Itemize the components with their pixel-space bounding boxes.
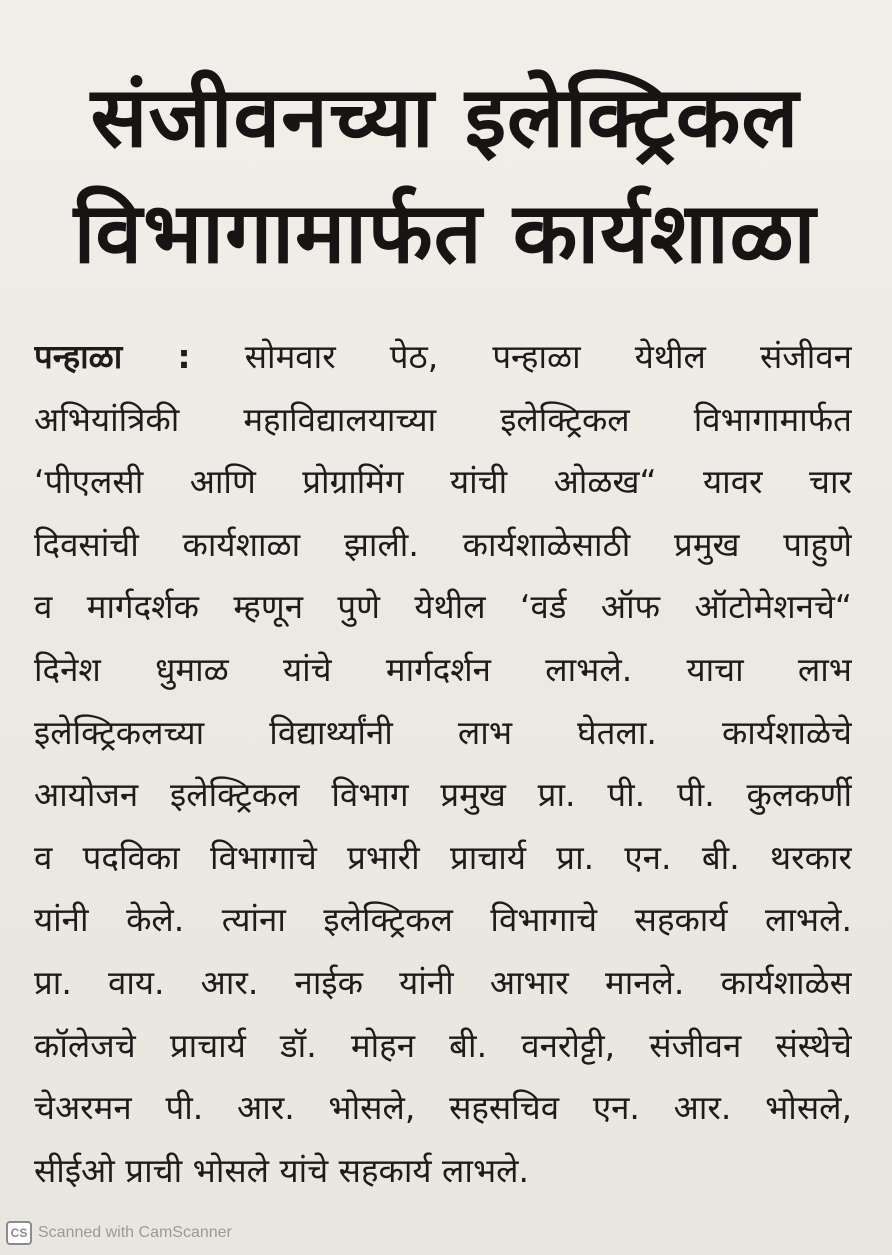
- camscanner-text: Scanned with CamScanner: [38, 1224, 232, 1241]
- article-line: [34, 326, 852, 389]
- article-line: अभियांत्रिकी महाविद्यालयाच्या इलेक्ट्रिकल विभागामार्फत: [34, 399, 852, 439]
- article-line: दिनेश धुमाळ यांचे मार्गदर्शन लाभले. याचा लाभ: [34, 649, 852, 689]
- article-line: इलेक्ट्रिकलच्या विद्यार्थ्यांनी लाभ घेतला. कार्यशाळेचे: [34, 712, 852, 752]
- article-line: प्रा. वाय. आर. नाईक यांनी आभार मानले. कार्यशाळेस: [34, 962, 852, 1002]
- article-body: [34, 326, 852, 1202]
- article-line: चेअरमन पी. आर. भोसले, सहसचिव एन. आर. भोसले,: [34, 1088, 852, 1128]
- article-line: व मार्गदर्शक म्हणून पुणे येथील ‘वर्ड ऑफ ऑटोमेशनचे“: [34, 587, 852, 627]
- dateline: पन्हाळा :: [34, 337, 191, 376]
- article-line: दिवसांची कार्यशाळा झाली. कार्यशाळेसाठी प्रमुख पाहुणे: [34, 524, 852, 564]
- headline-line-2: विभागामार्फत कार्यशाळा: [73, 184, 817, 282]
- article-line: कॉलेजचे प्राचार्य डॉ. मोहन बी. वनरोट्टी, संजीवन संस्थेचे: [34, 1025, 852, 1065]
- camscanner-logo-icon: CS: [6, 1221, 32, 1245]
- article-line: व पदविका विभागाचे प्रभारी प्राचार्य प्रा. एन. बी. थरकार: [34, 837, 852, 877]
- article-line: यांनी केले. त्यांना इलेक्ट्रिकल विभागाचे सहकार्य लाभले.: [34, 900, 852, 940]
- article-line: आयोजन इलेक्ट्रिकल विभाग प्रमुख प्रा. पी. पी. कुलकर्णी: [34, 775, 852, 815]
- headline-line-1: संजीवनच्या इलेक्ट्रिकल: [90, 68, 800, 166]
- article-line-text: सोमवार पेठ, पन्हाळा येथील संजीवन: [244, 337, 852, 376]
- camscanner-watermark: [6, 1219, 232, 1247]
- article-line: सीईओ प्राची भोसले यांचे सहकार्य लाभले.: [34, 1150, 530, 1190]
- article-line: ‘पीएलसी आणि प्रोग्रामिंग यांची ओळख“ यावर चार: [34, 462, 852, 502]
